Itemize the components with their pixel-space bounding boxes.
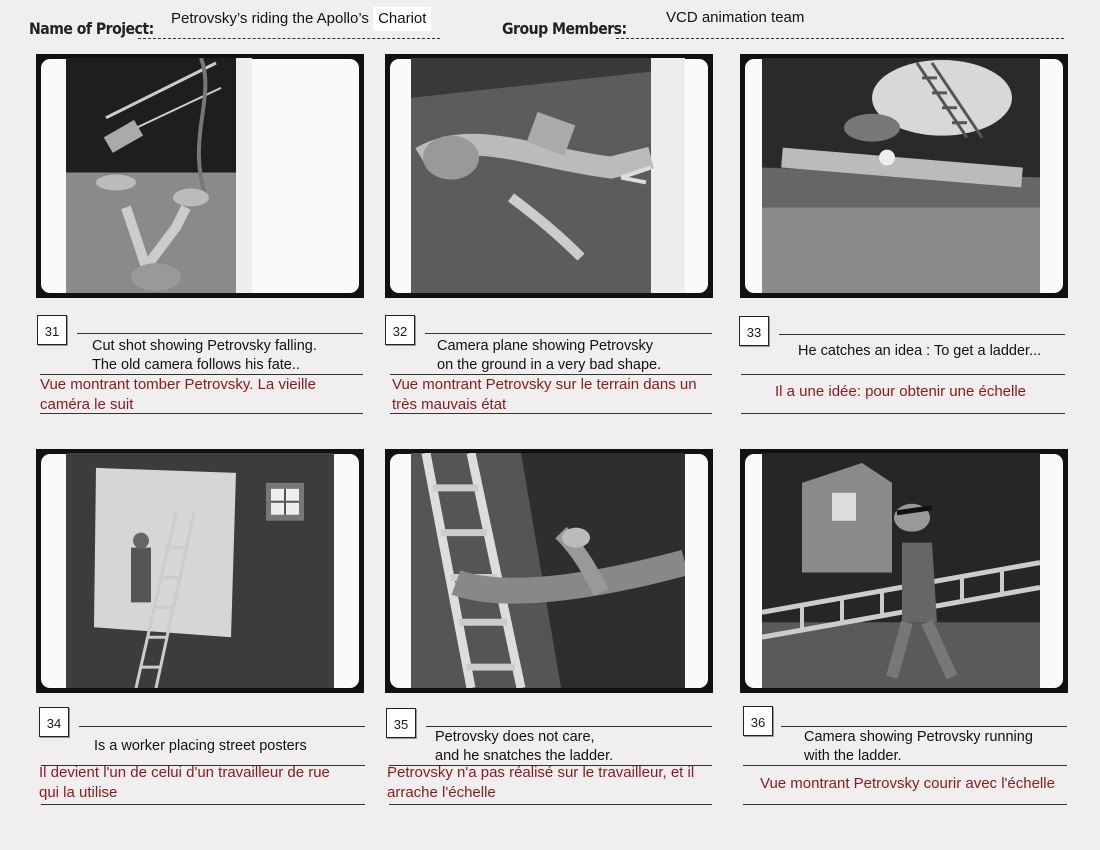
project-name-text: Petrovsky’s riding the Apollo’s bbox=[171, 10, 369, 27]
ground-scene-illustration bbox=[411, 58, 685, 293]
frame-number-32: 32 bbox=[385, 315, 415, 345]
caption-line bbox=[390, 413, 712, 414]
members-label: Group Members: bbox=[502, 19, 627, 38]
frame-number-31: 31 bbox=[37, 315, 67, 345]
panel-artwork bbox=[66, 453, 334, 688]
caption-line bbox=[779, 334, 1065, 335]
caption-english-33: He catches an idea : To get a ladder... bbox=[798, 343, 1042, 359]
caption-line bbox=[41, 804, 365, 805]
storyboard-panel-32 bbox=[385, 54, 713, 298]
panel-artwork bbox=[411, 58, 685, 293]
storyboard-panel-31 bbox=[36, 54, 364, 298]
project-label: Name of Project: bbox=[29, 19, 154, 38]
caption-english-35: Petrovsky does not care, and he snatches the ladder. bbox=[435, 729, 614, 764]
frame-number-34: 34 bbox=[39, 707, 69, 737]
caption-french-34: Il devient l'un de celui d'un travailleur de rue qui la utilise bbox=[39, 764, 330, 801]
idea-scene-illustration bbox=[762, 58, 1040, 293]
members-value: VCD animation team bbox=[666, 9, 805, 26]
members-line bbox=[616, 38, 1064, 39]
project-line bbox=[138, 38, 440, 39]
frame-number-36: 36 bbox=[743, 706, 773, 736]
caption-french-36: Vue montrant Petrovsky courir avec l'échelle bbox=[760, 775, 1055, 792]
project-name bbox=[171, 10, 431, 27]
panel-artwork bbox=[762, 453, 1040, 688]
panel-artwork bbox=[762, 58, 1040, 293]
caption-english-34: Is a worker placing street posters bbox=[94, 738, 307, 754]
caption-french-35: Petrovsky n'a pas réalisé sur le travailleur, et il arrache l'échelle bbox=[387, 764, 695, 801]
caption-line bbox=[389, 804, 712, 805]
caption-line bbox=[425, 333, 712, 334]
caption-line bbox=[743, 765, 1067, 766]
caption-french-33: Il a une idée: pour obtenir une échelle bbox=[775, 383, 1027, 400]
caption-line bbox=[781, 726, 1067, 727]
caption-line bbox=[77, 333, 363, 334]
panel-artwork bbox=[411, 453, 685, 688]
running-scene-illustration bbox=[762, 453, 1040, 688]
caption-line bbox=[741, 413, 1065, 414]
storyboard-panel-35 bbox=[385, 449, 713, 693]
caption-line bbox=[40, 413, 363, 414]
caption-line bbox=[741, 374, 1065, 375]
ladder-grab-illustration bbox=[411, 453, 685, 688]
caption-english-32: Camera plane showing Petrovsky on the ground in a very bad shape. bbox=[437, 338, 662, 373]
caption-line bbox=[79, 726, 365, 727]
frame-number-35: 35 bbox=[386, 708, 416, 738]
storyboard-panel-34 bbox=[36, 449, 364, 693]
caption-line bbox=[743, 804, 1067, 805]
falling-scene-illustration bbox=[66, 58, 252, 293]
poster-scene-illustration bbox=[66, 453, 334, 688]
caption-english-36: Camera showing Petrovsky running with the ladder. bbox=[804, 729, 1033, 764]
caption-french-31: Vue montrant tomber Petrovsky. La vieille caméra le suit bbox=[40, 376, 316, 413]
storyboard-panel-36 bbox=[740, 449, 1068, 693]
storyboard-panel-33 bbox=[740, 54, 1068, 298]
project-name-highlight: Chariot bbox=[373, 7, 431, 31]
panel-artwork bbox=[66, 58, 252, 293]
caption-english-31: Cut shot showing Petrovsky falling. The old camera follows his fate.. bbox=[92, 338, 317, 373]
caption-line bbox=[426, 726, 712, 727]
caption-french-32: Vue montrant Petrovsky sur le terrain dans un très mauvais état bbox=[392, 376, 697, 413]
frame-number-33: 33 bbox=[739, 316, 769, 346]
